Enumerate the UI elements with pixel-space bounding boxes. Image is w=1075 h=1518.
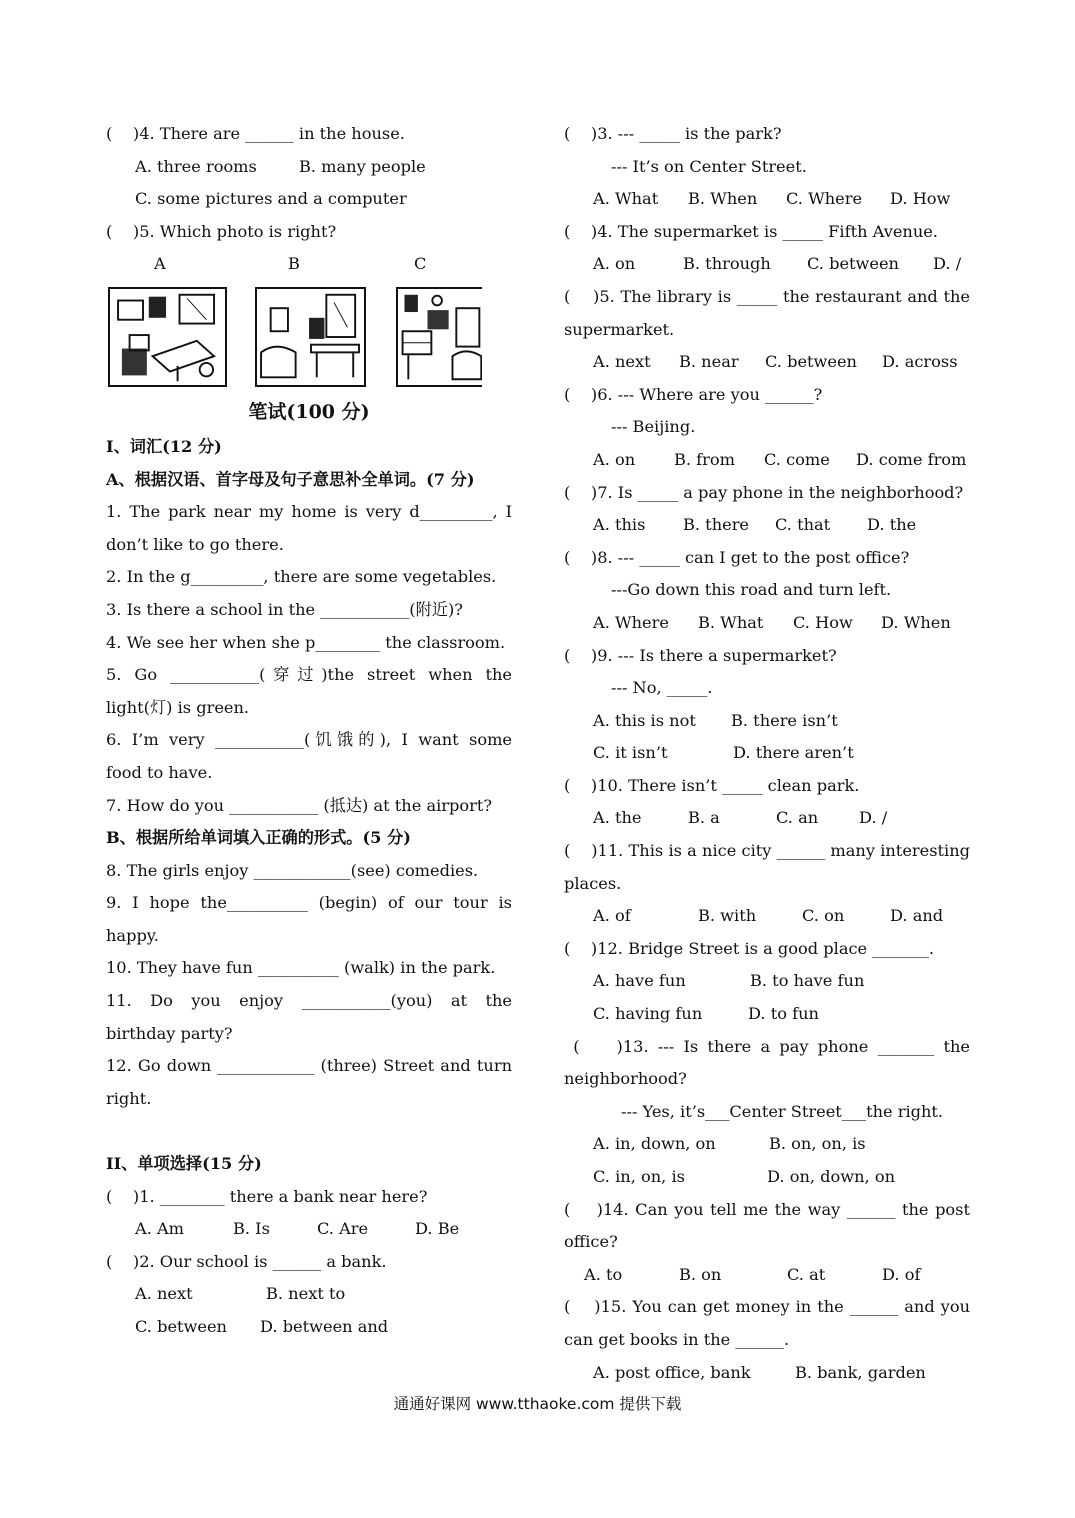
mc-1-stem: ( )1. ________ there a bank near here? [106, 1186, 428, 1206]
form-item: 10. They have fun __________ (walk) in the park. [106, 958, 496, 978]
question-6-stem: ( )6. --- Where are you ______? [564, 384, 823, 404]
form-item: 9. I hope the__________ (begin) of our tour is [106, 893, 512, 913]
question-8-options [564, 607, 970, 640]
option-a: A. of [593, 906, 631, 926]
option-a: A. the [593, 808, 642, 828]
option-b: B. Is [233, 1219, 270, 1239]
option-b: B. many people [299, 156, 426, 176]
question-8-reply: ---Go down this road and turn left. [611, 580, 892, 600]
option-d: D. / [859, 808, 888, 828]
option-a: A. this [593, 515, 646, 535]
question-13-reply: --- Yes, it’s___Center Street___the right. [621, 1101, 944, 1121]
option-b: B. When [688, 189, 758, 209]
mc-2-stem: ( )2. Our school is ______ a bank. [106, 1251, 387, 1271]
question-5-stem: ( )5. The library is _____ the restaurant and the [564, 286, 970, 306]
option-c: C. between [765, 352, 857, 372]
vocab-item: 4. We see her when she p________ the classroom. [106, 632, 506, 652]
question-13-stem: ( )13. --- Is there a pay phone _______ the [564, 1036, 970, 1056]
section-b-title: B、根据所给单词填入正确的形式。(5 分) [106, 828, 411, 848]
question-5-options [564, 346, 970, 379]
option-c: C. on [802, 906, 845, 926]
left-column [106, 118, 512, 1344]
question-14-cont: office? [564, 1232, 618, 1252]
question-9-options-ab [564, 705, 970, 738]
option-c: C. come [764, 449, 830, 469]
mc-1-options [106, 1213, 512, 1246]
option-c: C. between [807, 254, 899, 274]
vocab-item: food to have. [106, 762, 213, 782]
option-b: B. there [683, 515, 750, 535]
vocab-item: 3. Is there a school in the ___________(附近)? [106, 599, 463, 619]
option-d: D. Be [415, 1219, 460, 1239]
question-15-cont: can get books in the ______. [564, 1329, 790, 1349]
mc-2-options-cd [106, 1311, 512, 1344]
question-13-options-cd [564, 1161, 970, 1194]
option-a: A. on [593, 254, 636, 274]
option-d: D. there aren’t [733, 743, 854, 763]
vocab-item: 7. How do you ___________ (抵达) at the airport? [106, 795, 493, 815]
question-4-stem: ( )4. The supermarket is _____ Fifth Avenue. [564, 221, 938, 241]
vocab-item: light(灯) is green. [106, 697, 250, 717]
option-d: D. How [890, 189, 951, 209]
question-12-stem: ( )12. Bridge Street is a good place _______. [564, 938, 935, 958]
right-column [564, 118, 970, 1389]
question-10-stem: ( )10. There isn’t _____ clean park. [564, 775, 860, 795]
option-a: A. next [135, 1284, 193, 1304]
question-3-stem: ( )3. --- _____ is the park? [564, 124, 782, 143]
option-d: D. on, down, on [767, 1167, 896, 1186]
option-b: B. What [698, 612, 764, 632]
question-12-options-cd [564, 998, 970, 1031]
room-photo-c [396, 287, 482, 387]
option-a: A. this is not [593, 710, 696, 730]
question-4-stem: ( )4. There are ______ in the house. [106, 124, 405, 143]
question-5-cont: supermarket. [564, 319, 675, 339]
option-a: A. What [593, 189, 659, 209]
option-a: A. have fun [593, 971, 686, 991]
question-13-cont: neighborhood? [564, 1069, 687, 1089]
question-3-reply: --- It’s on Center Street. [611, 156, 807, 176]
option-b: B. to have fun [750, 971, 865, 991]
question-9-reply: --- No, _____. [611, 678, 713, 698]
option-b: B. on [679, 1264, 722, 1284]
question-9-stem: ( )9. --- Is there a supermarket? [564, 645, 837, 665]
section-1-title: I、词汇(12 分) [106, 436, 222, 456]
option-a: A. in, down, on [593, 1134, 716, 1154]
photo-label-a: A [154, 254, 166, 274]
option-d: D. When [881, 612, 951, 632]
option-d: D. and [890, 906, 944, 926]
form-item: birthday party? [106, 1023, 233, 1043]
question-9-options-cd [564, 737, 970, 770]
photo-options [106, 281, 512, 393]
option-b: B. a [688, 808, 720, 828]
section-2-title: II、单项选择(15 分) [106, 1154, 262, 1174]
question-7-stem: ( )7. Is _____ a pay phone in the neighborhood? [564, 482, 964, 502]
written-test-title: 笔试(100 分) [248, 400, 370, 423]
option-a: A. post office, bank [593, 1362, 751, 1382]
room-photo-a [108, 287, 227, 387]
option-d: D. the [867, 515, 917, 535]
form-item: 11. Do you enjoy ___________(you) at the [106, 991, 512, 1011]
question-14-stem: ( )14. Can you tell me the way ______ the post [564, 1199, 970, 1219]
question-11-options [564, 900, 970, 933]
photo-label-c: C [414, 254, 427, 274]
question-7-options [564, 509, 970, 542]
vocab-item: 5. Go ___________(穿过)the street when the [106, 665, 512, 685]
question-13-options-ab [564, 1128, 970, 1161]
option-b: B. through [683, 254, 771, 274]
option-b: B. near [679, 352, 739, 372]
option-c: C. having fun [593, 1004, 703, 1024]
option-c: C. it isn’t [593, 743, 668, 763]
room-photo-b [255, 287, 366, 387]
option-a: A. on [593, 449, 636, 469]
option-c: C. in, on, is [593, 1167, 685, 1186]
option-c: C. an [776, 808, 819, 828]
option-c: C. some pictures and a computer [135, 189, 407, 209]
spacer [106, 1115, 512, 1148]
option-d: D. of [882, 1264, 921, 1284]
option-d: D. across [882, 352, 958, 372]
vocab-item: don’t like to go there. [106, 534, 284, 554]
option-b: B. bank, garden [795, 1362, 926, 1382]
question-6-options [564, 444, 970, 477]
section-a-title: A、根据汉语、首字母及句子意思补全单词。(7 分) [106, 469, 475, 489]
question-5-stem: ( )5. Which photo is right? [106, 221, 337, 241]
photo-labels [106, 248, 512, 281]
vocab-item: 2. In the g_________, there are some vegetables. [106, 567, 497, 587]
option-c: C. Where [786, 189, 863, 209]
option-c: C. Are [317, 1219, 369, 1239]
option-c: C. between [135, 1317, 227, 1336]
option-d: D. come from [856, 449, 967, 469]
option-b: B. with [698, 906, 757, 926]
option-c: C. at [787, 1264, 826, 1284]
question-14-options [564, 1259, 970, 1292]
vocab-item: 1. The park near my home is very d_________, I [106, 502, 512, 522]
question-15-options-ab [564, 1357, 970, 1390]
option-c: C. that [775, 515, 831, 535]
option-b: B. on, on, is [769, 1134, 866, 1154]
question-11-cont: places. [564, 873, 622, 893]
question-10-options [564, 802, 970, 835]
option-a: A. Where [593, 612, 669, 632]
option-a: A. Am [135, 1219, 185, 1239]
photo-label-b: B [288, 254, 300, 274]
option-a: A. next [593, 352, 651, 372]
question-11-stem: ( )11. This is a nice city ______ many interesting [564, 841, 970, 861]
option-b: B. there isn’t [731, 710, 838, 730]
question-6-reply: --- Beijing. [611, 417, 696, 437]
page-footer: 通通好课网 www.tthaoke.com 提供下载 [393, 1395, 682, 1413]
question-12-options-ab [564, 965, 970, 998]
question-3-options [564, 183, 970, 216]
mc-2-options-ab [106, 1278, 512, 1311]
form-item: right. [106, 1088, 152, 1108]
option-d: D. to fun [748, 1004, 819, 1024]
vocab-item: 6. I’m very ___________(饥饿的), I want some [106, 730, 512, 750]
option-c: C. How [793, 612, 853, 632]
form-item: 12. Go down ____________ (three) Street and turn [106, 1056, 512, 1076]
question-15-stem: ( )15. You can get money in the ______ and you [564, 1297, 970, 1317]
question-8-stem: ( )8. --- _____ can I get to the post office? [564, 547, 910, 567]
question-4-options-ab [106, 151, 512, 184]
question-4-options [564, 248, 970, 281]
option-d: D. / [933, 254, 962, 274]
option-b: B. next to [266, 1284, 346, 1304]
option-a: A. three rooms [135, 156, 257, 176]
option-a: A. to [584, 1264, 623, 1284]
form-item: 8. The girls enjoy ____________(see) comedies. [106, 860, 479, 880]
option-d: D. between and [260, 1317, 389, 1336]
option-b: B. from [674, 449, 736, 469]
form-item: happy. [106, 925, 159, 945]
